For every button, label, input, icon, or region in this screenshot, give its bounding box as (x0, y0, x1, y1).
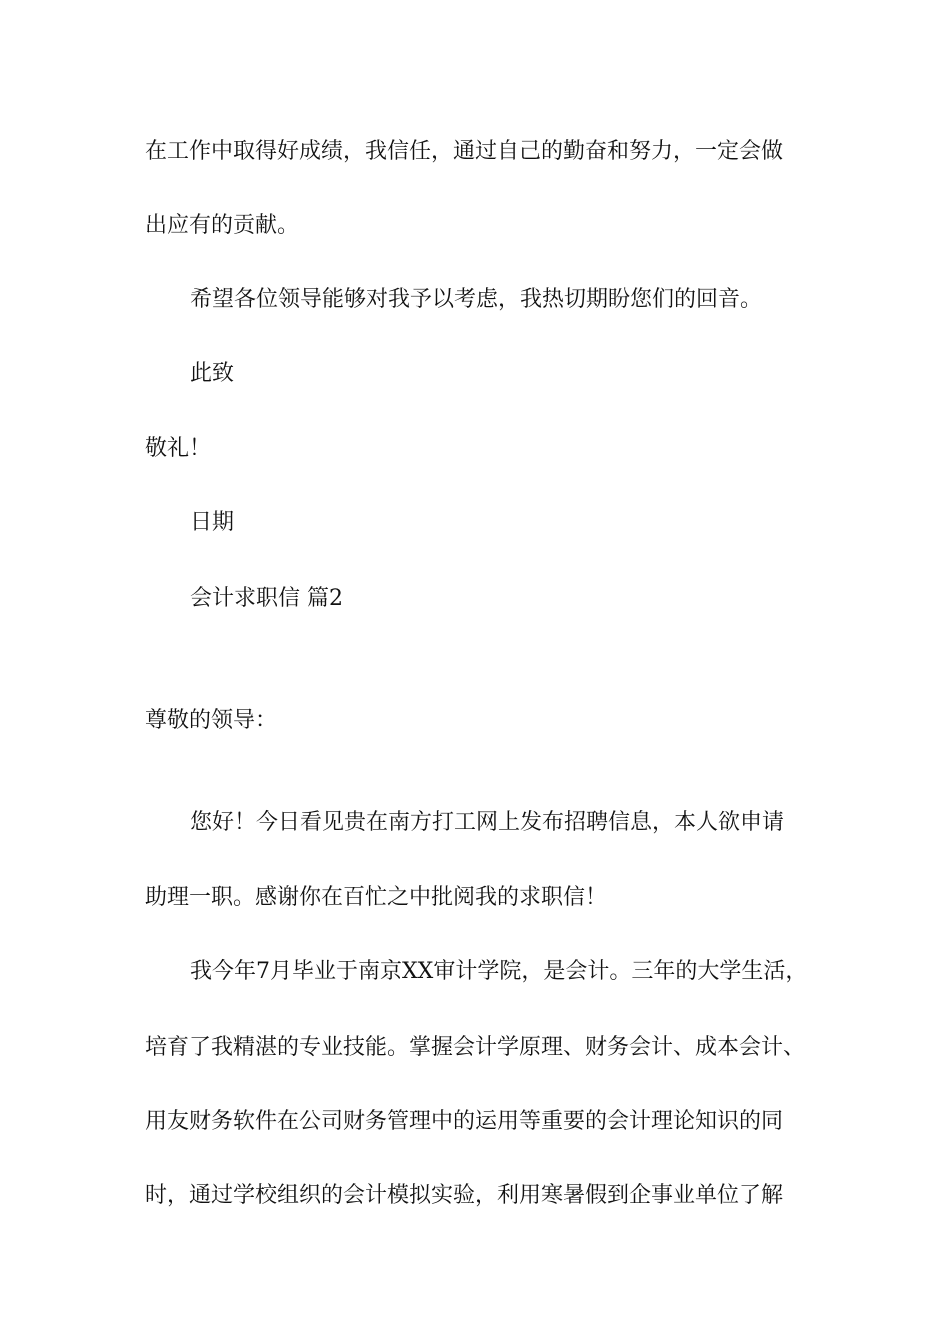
salutation-closing: 敬礼！ (145, 436, 212, 461)
date-label: 日期 (190, 510, 235, 535)
paragraph-line: 在工作中取得好成绩，我信任，通过自己的勤奋和努力，一定会做 (145, 139, 784, 164)
paragraph-line: 用友财务软件在公司财务管理中的运用等重要的会计理论知识的同 (145, 1109, 784, 1134)
letter-greeting: 尊敬的领导： (145, 708, 278, 733)
paragraph-line: 时，通过学校组织的会计模拟实验，利用寒暑假到企事业单位了解 (145, 1183, 784, 1208)
paragraph-line: 我今年7月毕业于南京XX审计学院，是会计。三年的大学生活， (190, 959, 808, 984)
paragraph-line: 出应有的贡献。 (145, 213, 300, 238)
paragraph-line: 您好！今日看见贵在南方打工网上发布招聘信息，本人欲申请 (190, 810, 785, 835)
paragraph-line: 希望各位领导能够对我予以考虑，我热切期盼您们的回音。 (190, 287, 763, 312)
paragraph-line: 培育了我精湛的专业技能。掌握会计学原理、财务会计、成本会计、 (145, 1035, 806, 1060)
paragraph-line: 助理一职。感谢你在百忙之中批阅我的求职信！ (145, 885, 608, 910)
section-title: 会计求职信 篇2 (190, 586, 343, 611)
closing-phrase: 此致 (190, 361, 235, 386)
